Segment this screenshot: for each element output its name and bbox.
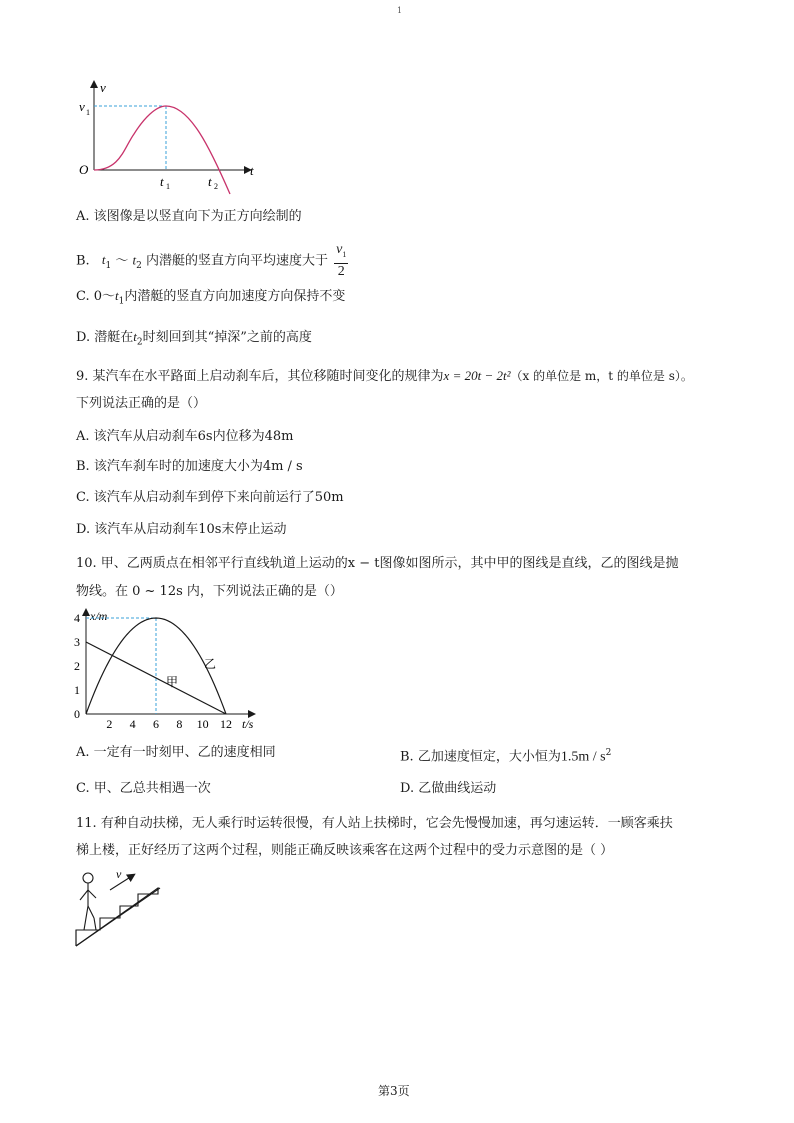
q11-stem2: 梯上楼，正好经历了这两个过程，则能正确反映该乘客在这两个过程中的受力示意图的是（ ） [76, 843, 614, 858]
q9-stem2: 下列说法正确的是（） [76, 396, 207, 411]
q11-stem1: 11. 有种自动扶梯，无人乘行时运转很慢，有人站上扶梯时，它会先慢慢加速，再匀速运转．一顾客乘扶 [76, 816, 673, 831]
q9-formula: x = 20t − 2t² [443, 368, 511, 383]
t2-sub: 2 [214, 182, 218, 191]
q8-b-tilde: ～ [115, 253, 129, 269]
q9-stem-b: （x 的单位是 m，t 的单位是 s）。 [510, 369, 693, 383]
q10-stem1: 10. 甲、乙两质点在相邻平行直线轨道上运动的x − t图像如图所示，其中甲的图线是直线，乙的图线是抛 [76, 556, 679, 571]
q9-stem-a: 9. 某汽车在水平路面上启动刹车后，其位移随时间变化的规律为 [76, 369, 444, 384]
escalator-figure [72, 866, 172, 952]
y-tick-2: 2 [74, 659, 80, 673]
page-footer: 第3页 [378, 1084, 410, 1098]
q8-b-text: 内潜艇的竖直方向平均速度大于 [145, 253, 328, 269]
y-tick-4: 4 [74, 611, 80, 625]
q8-option-a: A. 该图像是以竖直向下为正方向绘制的 [76, 209, 302, 224]
y-tick-1: 1 [74, 683, 80, 697]
vt-figure [70, 78, 270, 198]
t1-sub: 1 [166, 182, 170, 191]
q8-b-sub2: 2 [136, 261, 142, 271]
x-tick-4: 4 [129, 717, 136, 731]
xt-chart [70, 606, 270, 732]
v1-label: v [79, 99, 85, 114]
t2-label: t [208, 174, 212, 189]
xt-ylabel: x/m [90, 609, 108, 623]
x-tick-6: 6 [153, 717, 159, 731]
t1-label: t [160, 174, 164, 189]
series-yi-label: 乙 [204, 657, 217, 671]
q8-d-sub: 2 [136, 337, 143, 348]
escalator-incline [76, 888, 160, 946]
series-jia-label: 甲 [166, 675, 179, 689]
q8-d-text: 时刻回到其“掉深”之前的高度 [142, 330, 312, 345]
header-mark: 1 [397, 6, 403, 15]
q8-b-sub1: 1 [105, 261, 112, 271]
x-tick-12: 12 [220, 717, 232, 731]
q8-b-fraction [334, 242, 348, 280]
axis-v-label: v [100, 80, 106, 95]
q10-option-c: C. 甲、乙总共相遇一次 [76, 781, 211, 796]
q8-b-den: 2 [337, 263, 345, 279]
q8-option-c [76, 287, 345, 311]
q8-b-t1: t [101, 252, 106, 268]
axis-t-label: t [250, 163, 254, 178]
q9-stem [76, 367, 693, 386]
q10-b-sup: 2 [605, 748, 612, 758]
q10-option-a: A. 一定有一时刻甲、乙的速度相同 [76, 745, 276, 760]
q8-option-b [76, 242, 348, 280]
q8-c-sub: 1 [118, 296, 125, 307]
q8-c-text: 内潜艇的竖直方向加速度方向保持不变 [124, 289, 346, 304]
q9-option-d: D. 该汽车从启动刹车10s末停止运动 [76, 522, 287, 537]
q9-option-c: C. 该汽车从启动刹车到停下来向前运行了50m [76, 490, 344, 505]
x-tick-8: 8 [176, 717, 183, 731]
q8-b-num: v [336, 242, 343, 257]
origin-label: O [79, 162, 89, 177]
q9-option-b: B. 该汽车刹车时的加速度大小为4m / s [76, 459, 303, 474]
q10-stem2: 物线。在 0 ~ 12s 内，下列说法正确的是（） [76, 584, 343, 599]
v1-sub: 1 [86, 108, 90, 117]
x-tick-10: 10 [196, 717, 209, 731]
q10-b-text: B. 乙加速度恒定，大小恒为 [400, 749, 561, 765]
q10-b-val: 1.5m / s [560, 749, 606, 765]
q10-option-b [400, 744, 611, 766]
q8-b-prefix: B. [76, 253, 90, 269]
q8-b-t2: t [132, 252, 137, 268]
passenger-figure [80, 873, 96, 930]
velocity-label: v [116, 867, 122, 881]
q8-d-t: t [133, 329, 137, 344]
x-tick-2: 2 [106, 717, 113, 731]
y-tick-3: 3 [74, 635, 80, 649]
q8-c-prefix: C. 0～ [76, 289, 116, 304]
q8-option-d [76, 328, 312, 352]
q9-option-a: A. 该汽车从启动刹车6s内位移为48m [76, 429, 294, 444]
q8-d-prefix: D. 潜艇在 [76, 330, 134, 345]
y-tick-0: 0 [74, 707, 80, 721]
q10-option-d: D. 乙做曲线运动 [400, 781, 497, 796]
q8-c-t: t [115, 288, 119, 303]
xt-xlabel: t/s [242, 717, 254, 731]
q8-b-num-sub: 1 [342, 249, 347, 259]
